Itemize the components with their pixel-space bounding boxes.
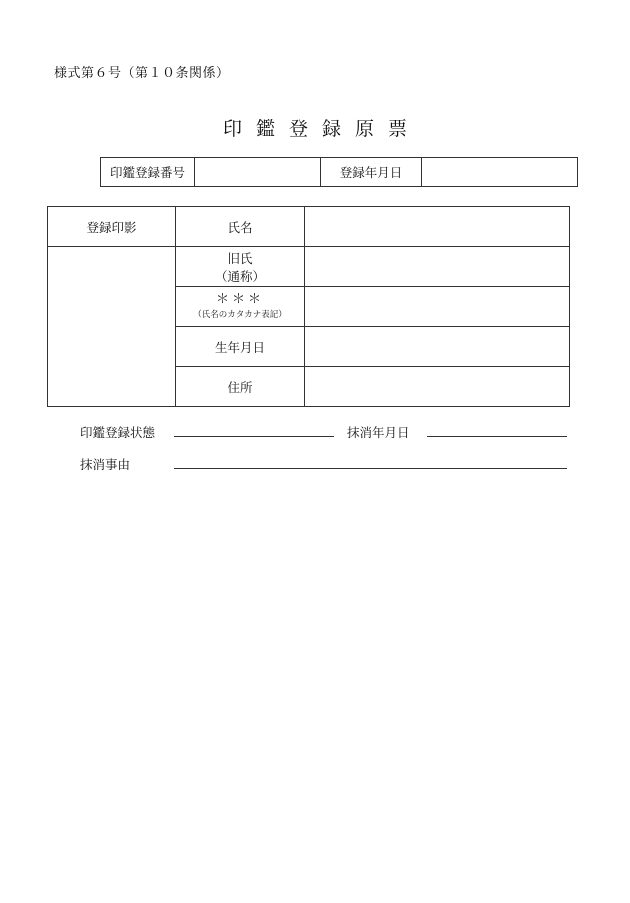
kana-label	[176, 287, 305, 327]
registration-status-field[interactable]	[174, 420, 334, 437]
registration-number-label: 印鑑登録番号	[101, 158, 195, 187]
cancellation-reason-label: 抹消事由	[80, 457, 131, 472]
registration-status-label: 印鑑登録状態	[80, 425, 156, 440]
document-title: 印鑑登録原票	[222, 118, 421, 140]
registration-number-field[interactable]	[195, 158, 321, 187]
birth-date-field[interactable]	[305, 327, 570, 367]
cancellation-date-label: 抹消年月日	[347, 425, 410, 440]
cancellation-reason-field[interactable]	[174, 452, 567, 469]
form-number: 様式第６号（第１０条関係）	[54, 66, 230, 81]
address-label: 住所	[176, 367, 305, 407]
kana-label-stars: ＊＊＊	[215, 292, 264, 307]
cancellation-date-field[interactable]	[427, 420, 567, 437]
name-field[interactable]	[305, 207, 570, 247]
former-name-label-text: 旧氏	[227, 250, 253, 266]
registrant-table	[47, 206, 570, 407]
former-name-field[interactable]	[305, 247, 570, 287]
address-field[interactable]	[305, 367, 570, 407]
kana-label-sub: （氏名のカタカナ表記）	[193, 310, 287, 320]
former-name-label-sub: （通称）	[214, 268, 265, 284]
registration-date-field[interactable]	[422, 158, 578, 187]
name-label: 氏名	[176, 207, 305, 247]
former-name-label	[176, 247, 305, 287]
birth-date-label: 生年月日	[176, 327, 305, 367]
registration-table	[100, 157, 578, 187]
seal-impression-area[interactable]	[48, 247, 176, 407]
registration-date-label: 登録年月日	[321, 158, 422, 187]
kana-field[interactable]	[305, 287, 570, 327]
seal-impression-label: 登録印影	[48, 207, 176, 247]
